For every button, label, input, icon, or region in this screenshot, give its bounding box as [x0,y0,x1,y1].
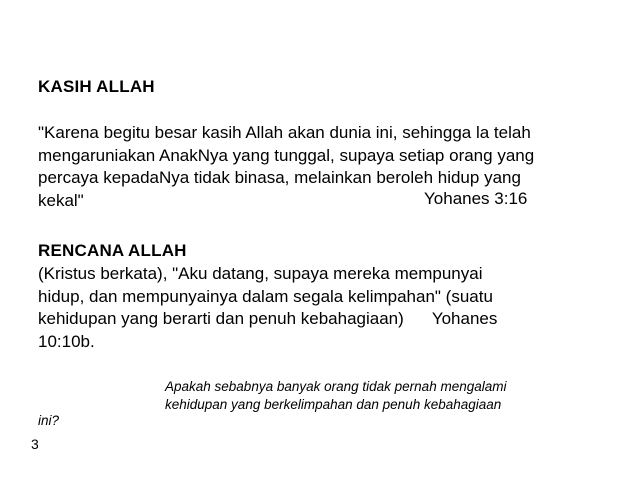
verse-line: hidup, dan mempunyainya dalam segala kelimpahan" (suatu [38,286,493,306]
verse-line: (Kristus berkata), "Aku datang, supaya mereka mempunyai [38,264,483,283]
question-line: Apakah sebabnya banyak orang tidak pernah mengalami [165,379,507,394]
verse-john-10-10 [38,263,613,353]
verse-line: 10:10b. [38,331,95,351]
verse-reference: Yohanes 3:16 [424,189,528,208]
verse-line: kehidupan yang berarti dan penuh kebahagiaan) Yohanes [38,309,498,328]
question-line: kehidupan yang berkelimpahan dan penuh kebahagiaan [165,397,502,412]
verse-line: kekal" [38,190,84,210]
heading-rencana-allah: RENCANA ALLAH [38,241,187,260]
verse-line: mengaruniakan AnakNya yang tunggal, supaya setiap orang yang [38,145,535,165]
question-text [165,378,506,414]
verse-line: "Karena begitu besar kasih Allah akan dunia ini, sehingga la telah [38,123,531,142]
verse-line: percaya kepadaNya tidak binasa, melainkan beroleh hidup yang [38,168,521,187]
question-tail: ini? [38,413,60,428]
page-number: 3 [31,436,39,452]
heading-kasih-allah: KASIH ALLAH [38,77,155,96]
